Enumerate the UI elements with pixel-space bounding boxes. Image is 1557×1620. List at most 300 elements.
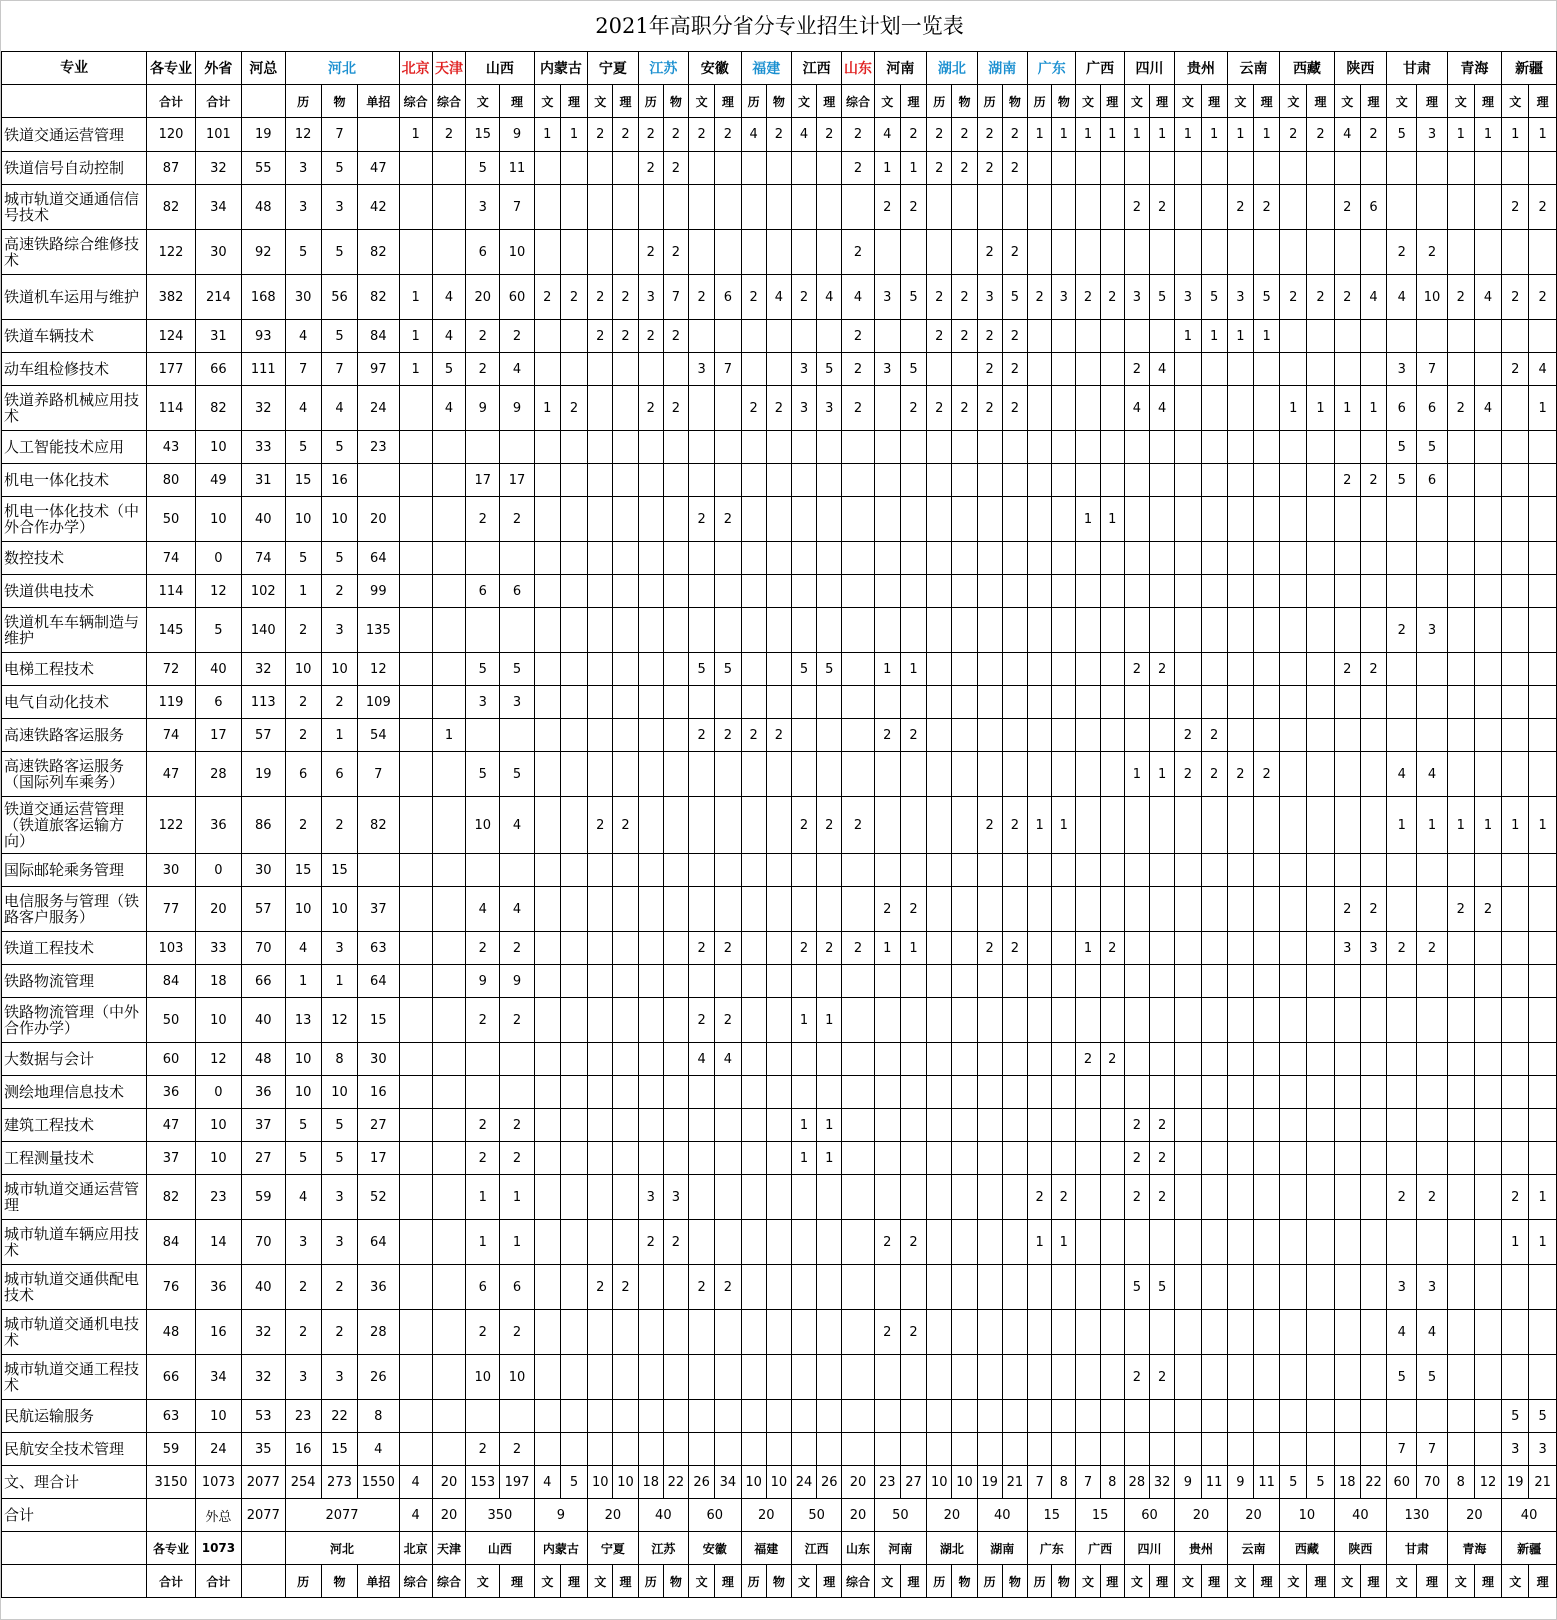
quota-cell: 2: [1502, 275, 1529, 320]
quota-cell: [534, 1076, 560, 1109]
quota-cell: [1227, 854, 1253, 887]
table-row: [2, 932, 1557, 965]
quota-cell: [874, 542, 900, 575]
quota-cell: [560, 320, 587, 353]
quota-cell: 15: [358, 998, 399, 1043]
table-row: [2, 1175, 1557, 1220]
quota-cell: [741, 1220, 766, 1265]
quota-cell: 2: [977, 386, 1002, 431]
quota-cell: [1502, 320, 1529, 353]
quota-cell: [1002, 575, 1027, 608]
quota-cell: 1: [1052, 1220, 1076, 1265]
quota-cell: 6: [195, 686, 241, 719]
quota-cell: [1474, 653, 1501, 686]
quota-cell: [1253, 797, 1279, 854]
quota-cell: [1447, 965, 1474, 998]
quota-cell: [1280, 542, 1307, 575]
quota-cell: [1052, 230, 1076, 275]
table-row: [2, 320, 1557, 353]
quota-cell: 2: [1417, 1175, 1447, 1220]
quota-cell: 5: [321, 431, 357, 464]
quota-cell: [1334, 152, 1360, 185]
province-header: 江西: [791, 52, 841, 85]
quota-cell: 7: [1387, 1433, 1417, 1466]
quota-cell: [638, 1043, 663, 1076]
quota-cell: [1201, 965, 1227, 998]
quota-cell: [1124, 542, 1149, 575]
quota-cell: [817, 686, 842, 719]
quota-cell: [613, 185, 638, 230]
quota-cell: 2: [321, 1265, 357, 1310]
quota-cell: [1253, 575, 1279, 608]
quota-cell: [1201, 653, 1227, 686]
footer-subheader-cell: 理: [560, 1565, 587, 1598]
quota-cell: [663, 1142, 688, 1175]
quota-cell: [560, 1265, 587, 1310]
quota-cell: [1502, 719, 1529, 752]
quota-cell: 1: [1307, 386, 1334, 431]
table-row: [2, 152, 1557, 185]
total-cell: 21: [1529, 1466, 1557, 1499]
footer-subheader-cell: 理: [1307, 1565, 1334, 1598]
footer-subheader-cell: 文: [1227, 1565, 1253, 1598]
quota-cell: [1201, 185, 1227, 230]
quota-cell: [977, 1175, 1002, 1220]
quota-cell: [399, 431, 432, 464]
quota-cell: 4: [358, 1433, 399, 1466]
quota-cell: [1253, 1043, 1279, 1076]
quota-cell: 2: [1201, 752, 1227, 797]
subheader-cell: 文: [874, 85, 900, 118]
quota-cell: [1307, 1400, 1334, 1433]
quota-cell: [358, 854, 399, 887]
total-cell: 18: [1334, 1466, 1360, 1499]
major-name: 人工智能技术应用: [2, 431, 147, 464]
total-cell: 27: [900, 1466, 926, 1499]
quota-cell: [1175, 887, 1201, 932]
quota-cell: [534, 1175, 560, 1220]
quota-cell: [874, 320, 900, 353]
quota-cell: [927, 719, 952, 752]
quota-cell: [1529, 1076, 1557, 1109]
quota-cell: [1280, 752, 1307, 797]
quota-cell: 33: [195, 932, 241, 965]
quota-cell: [1002, 998, 1027, 1043]
quota-cell: [534, 320, 560, 353]
quota-cell: 3: [285, 1220, 321, 1265]
quota-cell: [900, 575, 926, 608]
quota-cell: [1529, 1142, 1557, 1175]
quota-cell: [1076, 353, 1100, 386]
quota-cell: [1227, 887, 1253, 932]
quota-cell: 2: [900, 1310, 926, 1355]
major-header: 专业: [2, 52, 147, 85]
quota-cell: [817, 1433, 842, 1466]
quota-cell: 1: [466, 1220, 500, 1265]
quota-cell: [1447, 854, 1474, 887]
quota-cell: [1002, 752, 1027, 797]
quota-cell: [817, 1220, 842, 1265]
footer-header-cell: 甘肃: [1387, 1532, 1448, 1565]
quota-cell: [560, 497, 587, 542]
quota-cell: 2: [663, 320, 688, 353]
quota-cell: [715, 320, 741, 353]
subheader-cell: 文: [1227, 85, 1253, 118]
quota-cell: 1: [791, 1109, 816, 1142]
quota-cell: [1076, 1265, 1100, 1310]
quota-cell: 2: [1227, 185, 1253, 230]
quota-cell: [1150, 797, 1175, 854]
province-sum-cell: 50: [791, 1499, 841, 1532]
quota-cell: 1: [500, 1220, 534, 1265]
quota-cell: 40: [242, 497, 285, 542]
quota-cell: 1: [1529, 1175, 1557, 1220]
quota-cell: 2: [1227, 752, 1253, 797]
quota-cell: [715, 1076, 741, 1109]
subheader-cell: 历: [741, 85, 766, 118]
quota-cell: [842, 608, 874, 653]
quota-cell: 2: [927, 152, 952, 185]
table-row: [2, 464, 1557, 497]
quota-cell: 1: [1100, 118, 1124, 152]
quota-cell: [638, 965, 663, 998]
quota-cell: [663, 575, 688, 608]
quota-cell: 5: [715, 653, 741, 686]
quota-cell: [613, 887, 638, 932]
quota-cell: [1447, 431, 1474, 464]
quota-cell: [1447, 1220, 1474, 1265]
quota-cell: [791, 1265, 816, 1310]
quota-cell: 6: [1387, 386, 1417, 431]
quota-cell: 2: [842, 797, 874, 854]
total-cell: 10: [613, 1466, 638, 1499]
quota-cell: [715, 1109, 741, 1142]
quota-cell: [1002, 1355, 1027, 1400]
quota-cell: [500, 1043, 534, 1076]
quota-cell: [1227, 1175, 1253, 1220]
quota-cell: [1002, 497, 1027, 542]
subheader-cell: 历: [1028, 85, 1052, 118]
province-sum-cell: 20: [432, 1499, 465, 1532]
quota-cell: [741, 1043, 766, 1076]
quota-cell: [560, 797, 587, 854]
quota-cell: [613, 1109, 638, 1142]
quota-cell: 5: [1124, 1265, 1149, 1310]
quota-cell: [1175, 353, 1201, 386]
quota-cell: 177: [147, 353, 195, 386]
quota-cell: [1002, 854, 1027, 887]
quota-cell: [1124, 932, 1149, 965]
quota-cell: [817, 854, 842, 887]
quota-cell: [588, 542, 613, 575]
quota-cell: [1002, 1220, 1027, 1265]
quota-cell: [741, 998, 766, 1043]
subheader-cell: 理: [1150, 85, 1175, 118]
quota-cell: 1: [1076, 118, 1100, 152]
quota-cell: [1360, 542, 1386, 575]
quota-cell: 2: [466, 1109, 500, 1142]
quota-cell: [766, 1175, 791, 1220]
quota-cell: [791, 686, 816, 719]
quota-cell: 5: [791, 653, 816, 686]
quota-cell: [1028, 932, 1052, 965]
quota-cell: [874, 464, 900, 497]
quota-cell: [1076, 185, 1100, 230]
quota-cell: [588, 998, 613, 1043]
quota-cell: 19: [242, 752, 285, 797]
quota-cell: [534, 152, 560, 185]
quota-cell: 2: [927, 386, 952, 431]
quota-cell: [766, 542, 791, 575]
quota-cell: [1124, 797, 1149, 854]
quota-cell: 2: [842, 230, 874, 275]
quota-cell: [1100, 1433, 1124, 1466]
quota-cell: 4: [791, 118, 816, 152]
quota-cell: [952, 1175, 977, 1220]
quota-cell: [1175, 1076, 1201, 1109]
subheader-cell: 理: [500, 85, 534, 118]
quota-cell: 2: [321, 575, 357, 608]
quota-cell: [715, 1220, 741, 1265]
quota-cell: 1: [321, 965, 357, 998]
quota-cell: 4: [1387, 752, 1417, 797]
quota-cell: [689, 887, 715, 932]
quota-cell: [1447, 1310, 1474, 1355]
quota-cell: [689, 797, 715, 854]
quota-cell: [842, 1310, 874, 1355]
quota-cell: [588, 653, 613, 686]
quota-cell: 2: [1150, 1142, 1175, 1175]
quota-cell: 63: [358, 932, 399, 965]
quota-cell: 4: [466, 887, 500, 932]
quota-cell: [791, 542, 816, 575]
province-header: 宁夏: [588, 52, 638, 85]
quota-cell: [874, 1355, 900, 1400]
quota-cell: 2: [1360, 887, 1386, 932]
quota-cell: 2: [1052, 1175, 1076, 1220]
quota-cell: 2: [1076, 1043, 1100, 1076]
quota-cell: [560, 185, 587, 230]
subheader-cell: 文: [689, 85, 715, 118]
quota-cell: [1175, 1400, 1201, 1433]
quota-cell: [638, 608, 663, 653]
quota-cell: 1: [1280, 386, 1307, 431]
quota-cell: [715, 542, 741, 575]
quota-cell: 1: [399, 118, 432, 152]
province-sum-cell: 40: [1502, 1499, 1557, 1532]
quota-cell: 4: [1150, 386, 1175, 431]
quota-cell: [1447, 320, 1474, 353]
subheader-cell: 理: [560, 85, 587, 118]
quota-cell: [791, 1310, 816, 1355]
quota-cell: 34: [195, 185, 241, 230]
quota-cell: [399, 965, 432, 998]
quota-cell: 1: [399, 353, 432, 386]
quota-cell: 2: [500, 497, 534, 542]
quota-cell: 3: [321, 932, 357, 965]
quota-cell: [534, 752, 560, 797]
province-sum-cell: 20: [842, 1499, 874, 1532]
subheader-cell: 理: [1307, 85, 1334, 118]
quota-cell: [1028, 1433, 1052, 1466]
major-name: 铁路物流管理（中外合作办学）: [2, 998, 147, 1043]
quota-cell: [1529, 1355, 1557, 1400]
quota-cell: [1307, 686, 1334, 719]
quota-cell: [560, 1109, 587, 1142]
quota-cell: [766, 1109, 791, 1142]
quota-cell: 17: [195, 719, 241, 752]
quota-cell: 7: [715, 353, 741, 386]
quota-cell: [1474, 353, 1501, 386]
quota-cell: 2: [1002, 386, 1027, 431]
quota-cell: [638, 575, 663, 608]
footer-header-cell: [242, 1532, 285, 1565]
province-sum-cell: 15: [1076, 1499, 1124, 1532]
quota-cell: [900, 1109, 926, 1142]
quota-cell: [1201, 1109, 1227, 1142]
quota-cell: [1387, 542, 1417, 575]
quota-cell: [842, 1175, 874, 1220]
total-cell: 10: [741, 1466, 766, 1499]
table-row: [2, 1109, 1557, 1142]
quota-cell: [1253, 608, 1279, 653]
quota-cell: [1280, 464, 1307, 497]
quota-cell: [1417, 1142, 1447, 1175]
quota-cell: [1307, 998, 1334, 1043]
quota-cell: [638, 752, 663, 797]
quota-cell: [1474, 719, 1501, 752]
quota-cell: [1124, 1220, 1149, 1265]
major-name: 机电一体化技术: [2, 464, 147, 497]
quota-cell: 33: [242, 431, 285, 464]
quota-cell: 66: [242, 965, 285, 998]
quota-cell: [952, 464, 977, 497]
quota-cell: [1175, 1265, 1201, 1310]
quota-cell: 3: [638, 275, 663, 320]
total-cell: 7: [1028, 1466, 1052, 1499]
quota-cell: [715, 575, 741, 608]
quota-cell: [791, 1433, 816, 1466]
major-name: 铁道供电技术: [2, 575, 147, 608]
quota-cell: [689, 431, 715, 464]
quota-cell: [1502, 932, 1529, 965]
quota-cell: [466, 1043, 500, 1076]
quota-cell: [817, 542, 842, 575]
footer-subheader-cell: 文: [1387, 1565, 1417, 1598]
province-sum-cell: 20: [1447, 1499, 1501, 1532]
quota-cell: [1280, 575, 1307, 608]
major-name: 高速铁路客运服务: [2, 719, 147, 752]
quota-cell: 5: [1417, 431, 1447, 464]
total-cell: 197: [500, 1466, 534, 1499]
table-row: [2, 1400, 1557, 1433]
quota-cell: 109: [358, 686, 399, 719]
quota-cell: [638, 353, 663, 386]
subheader-cell: 理: [1529, 85, 1557, 118]
quota-cell: [1417, 320, 1447, 353]
quota-cell: [977, 1400, 1002, 1433]
quota-cell: 102: [242, 575, 285, 608]
quota-cell: [1028, 152, 1052, 185]
subheader-cell: 文: [1124, 85, 1149, 118]
quota-cell: 24: [358, 386, 399, 431]
quota-cell: 2: [1150, 185, 1175, 230]
total-cell: 32: [1150, 1466, 1175, 1499]
quota-cell: [1334, 686, 1360, 719]
quota-cell: 40: [242, 1265, 285, 1310]
quota-cell: [1474, 1310, 1501, 1355]
quota-cell: [817, 230, 842, 275]
major-name: 铁道养路机械应用技术: [2, 386, 147, 431]
quota-cell: [1417, 1400, 1447, 1433]
quota-cell: 31: [195, 320, 241, 353]
footer-subheader-cell: 单招: [358, 1565, 399, 1598]
quota-cell: 10: [1417, 275, 1447, 320]
major-name: 城市轨道交通运营管理: [2, 1175, 147, 1220]
table-row: [2, 431, 1557, 464]
province-header: 甘肃: [1387, 52, 1448, 85]
quota-cell: 13: [285, 998, 321, 1043]
quota-cell: [466, 854, 500, 887]
total-cell: 8: [1100, 1466, 1124, 1499]
quota-cell: [1307, 1076, 1334, 1109]
quota-cell: [1360, 431, 1386, 464]
quota-cell: [588, 1043, 613, 1076]
footer-header-cell: 贵州: [1175, 1532, 1227, 1565]
quota-cell: 0: [195, 542, 241, 575]
quota-cell: 101: [195, 118, 241, 152]
quota-cell: [1334, 575, 1360, 608]
quota-cell: [1100, 608, 1124, 653]
quota-cell: [1052, 719, 1076, 752]
quota-cell: [1334, 497, 1360, 542]
quota-cell: [1307, 1175, 1334, 1220]
quota-cell: 2: [952, 152, 977, 185]
quota-cell: 2: [466, 320, 500, 353]
quota-cell: [1447, 542, 1474, 575]
quota-cell: [1028, 686, 1052, 719]
quota-cell: 10: [321, 887, 357, 932]
province-header: 安徽: [689, 52, 741, 85]
quota-cell: [791, 497, 816, 542]
quota-cell: 36: [195, 797, 241, 854]
quota-cell: [1280, 653, 1307, 686]
quota-cell: 1: [1253, 320, 1279, 353]
quota-cell: [1076, 230, 1100, 275]
quota-cell: [977, 464, 1002, 497]
quota-cell: [927, 887, 952, 932]
quota-cell: [1002, 431, 1027, 464]
quota-cell: 50: [147, 497, 195, 542]
quota-cell: [1334, 1109, 1360, 1142]
quota-cell: [766, 1433, 791, 1466]
quota-cell: 2: [1529, 185, 1557, 230]
quota-cell: 113: [242, 686, 285, 719]
quota-cell: 4: [1334, 118, 1360, 152]
quota-cell: 4: [285, 320, 321, 353]
major-name: 机电一体化技术（中外合作办学）: [2, 497, 147, 542]
quota-cell: [1100, 320, 1124, 353]
quota-cell: 2: [1502, 1175, 1529, 1220]
quota-cell: [715, 1175, 741, 1220]
quota-cell: 2: [285, 608, 321, 653]
quota-cell: 10: [500, 230, 534, 275]
quota-cell: [1100, 1355, 1124, 1400]
quota-cell: 1: [1529, 118, 1557, 152]
quota-cell: [874, 230, 900, 275]
province-sum-cell: 20: [588, 1499, 638, 1532]
quota-cell: [1052, 1355, 1076, 1400]
